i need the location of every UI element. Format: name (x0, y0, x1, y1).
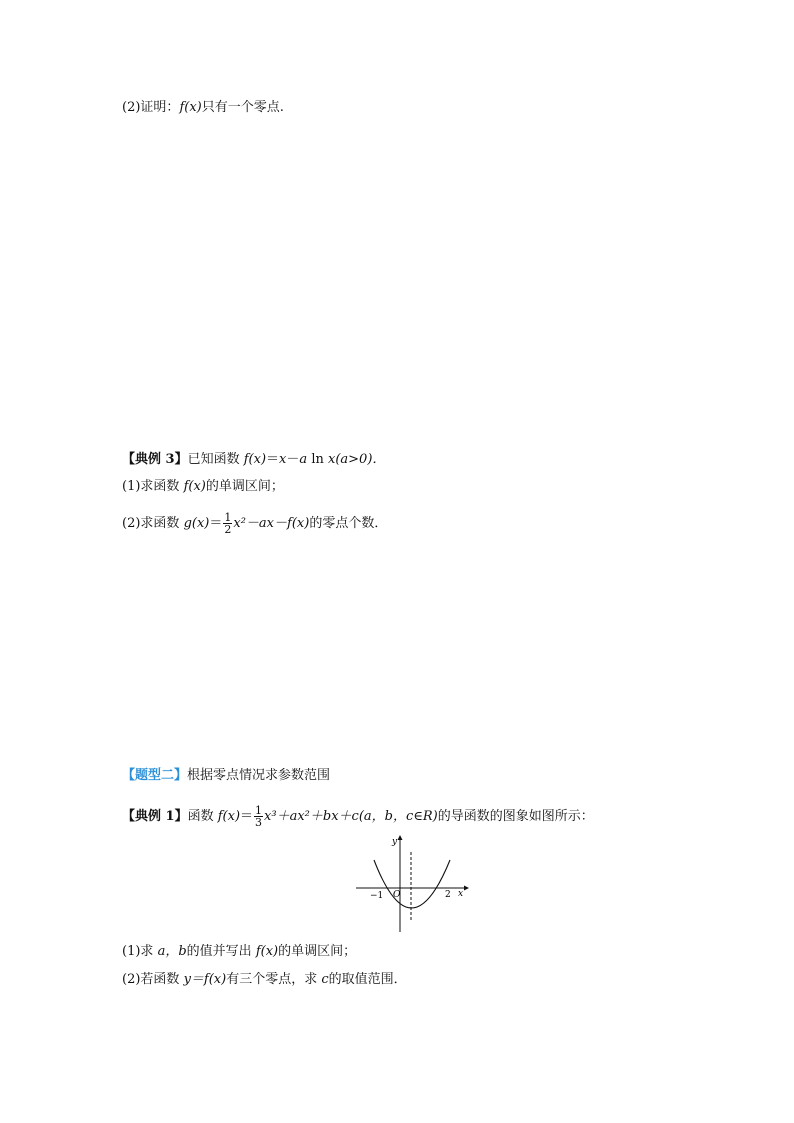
part-text: 证明： (140, 100, 180, 115)
example-3-heading (122, 452, 385, 468)
derivative-graph (352, 828, 472, 936)
problem-part-2 (122, 100, 284, 116)
minus-sign: － (286, 452, 300, 467)
fraction-one-third (254, 805, 263, 828)
x-axis-arrow (464, 886, 469, 891)
example-1-question-1 (122, 944, 356, 960)
topic-2-heading (122, 768, 330, 784)
y-axis-arrow (398, 835, 403, 840)
part-label: (1) (122, 944, 141, 959)
y-axis-label: y (392, 837, 398, 847)
part-text-end: 的单调区间； (205, 479, 284, 494)
part-label: (2) (122, 100, 141, 115)
tick-label-two: 2 (445, 890, 451, 900)
part-text-end: 的零点个数． (309, 516, 388, 531)
example-text-end: 的导函数的图象如图所示： (437, 809, 594, 824)
example-3-question-1 (122, 479, 284, 495)
part-text: 求函数 (140, 516, 180, 531)
fraction-denominator: 3 (255, 816, 263, 829)
expression: x³＋ax²＋bx＋c(a，b，c∈R) (264, 809, 438, 824)
equals-sign: ＝ (209, 516, 223, 531)
example-tag: 【典例 1】 (122, 809, 188, 824)
ln-operator: ln (311, 452, 324, 467)
example-lead: 已知函数 (187, 452, 240, 467)
topic-title: 根据零点情况求参数范围 (187, 768, 331, 783)
equals-sign: ＝ (266, 452, 280, 467)
x-axis-label: x (458, 889, 464, 899)
expr-x: x (279, 452, 287, 467)
fraction-denominator: 2 (224, 523, 232, 536)
function-y: y＝f(x) (183, 972, 227, 987)
fraction-numerator: 1 (255, 804, 263, 817)
topic-tag: 【题型二】 (122, 768, 188, 783)
example-tag: 【典例 3】 (122, 452, 188, 467)
part-text: 求 (140, 944, 154, 959)
part-text-end: 的取值范围． (328, 972, 407, 987)
fraction-one-half (223, 512, 232, 535)
tick-label-neg-one: −1 (370, 891, 384, 901)
part-text: 求函数 (140, 479, 180, 494)
parabola-curve (374, 860, 450, 908)
part-text-end: 只有一个零点. (201, 100, 284, 115)
expr-x2: x (327, 452, 336, 467)
part-label: (2) (122, 972, 141, 987)
condition: (a>0)． (335, 452, 386, 467)
function-fx: f(x) (183, 479, 206, 494)
example-1-question-2 (122, 972, 407, 988)
function-fx: f(x) (255, 944, 279, 959)
part-label: (1) (122, 479, 141, 494)
origin-label: O (393, 890, 401, 900)
example-1-heading (122, 805, 594, 828)
equals-sign: ＝ (240, 809, 254, 824)
variables-ab: a，b (157, 944, 187, 959)
example-3-question-2 (122, 512, 387, 535)
function-fx: f(x) (243, 452, 267, 467)
function-fx: f(x) (217, 809, 241, 824)
fraction-numerator: 1 (224, 511, 232, 524)
example-lead: 函数 (187, 809, 214, 824)
part-text: 若函数 (140, 972, 180, 987)
part-text-mid: 有三个零点，求 (226, 972, 318, 987)
part-text-end: 的单调区间； (278, 944, 357, 959)
part-text-mid: 的值并写出 (186, 944, 252, 959)
part-label: (2) (122, 516, 141, 531)
function-fx: f(x) (179, 100, 202, 115)
function-gx: g(x) (183, 516, 210, 531)
expr-a: a (299, 452, 308, 467)
variable-c: c (321, 972, 329, 987)
expression: x²－ax－f(x) (233, 516, 310, 531)
